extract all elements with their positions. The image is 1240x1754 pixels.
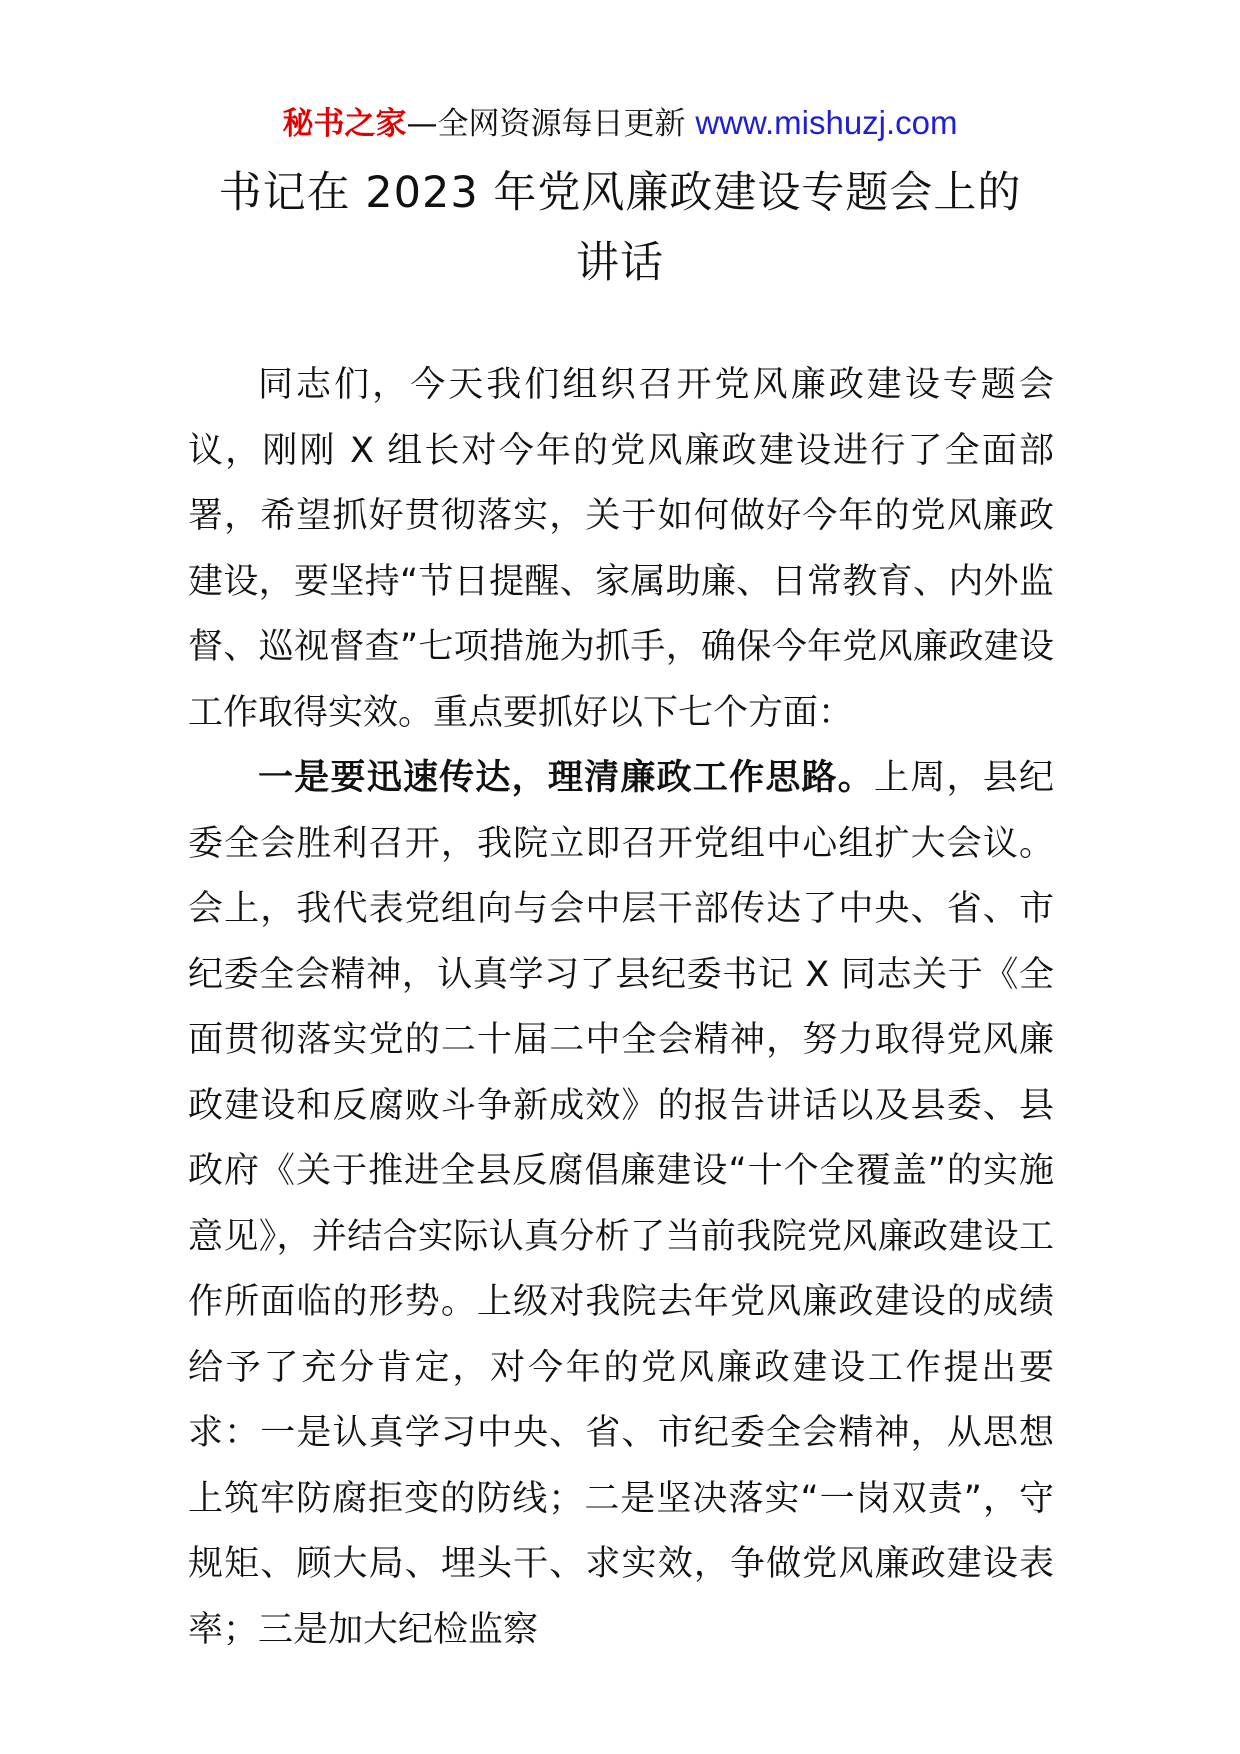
brand-name: 秘书之家 <box>282 106 407 142</box>
paragraph-point-1 <box>188 746 1054 1663</box>
paragraph-text: 上周，县纪委全会胜利召开，我院立即召开党组中心组扩大会议。会上，我代表党组向与会中层干部传达了中央、省、市纪委全会精神，认真学习了县纪委书记 X 同志关于《全面贯彻落实党的二十届二中全会精神，努力取得党风廉政建设和反腐败斗争新成效》的报告讲话以及县委、县政府《关于推进全县反腐倡廉建设“十个全覆盖”的实施意见》，并结合实际认真分析了当前我院党风廉政建设工作所面临的形势。上级对我院去年党风廉政建设的成绩给予了充分肯定，对今年的党风廉政建设工作提出要求：一是认真学习中央、省、市纪委全会精神，从思想上筑牢防腐拒变的防线；二是坚决落实“一岗双责”，守规矩、顾大局、埋头干、求实效，争做党风廉政建设表率；三是加大纪检监察 <box>188 758 1054 1650</box>
document-body <box>188 353 1054 1663</box>
title-line-2: 讲话 <box>576 238 664 288</box>
header-tagline: —全网资源每日更新 <box>406 106 686 142</box>
watermark-header <box>0 100 1240 147</box>
paragraph-text: 同志们，今天我们组织召开党风廉政建设专题会议，刚刚 X 组长对今年的党风廉政建设进行了全面部署，希望抓好贯彻落实，关于如何做好今年的党风廉政建设，要坚持“节日提醒、家属助廉、日常教育、内外监督、巡视督查”七项措施为抓手，确保今年党风廉政建设工作取得实效。重点要抓好以下七个方面： <box>188 365 1054 733</box>
paragraph-lead: 一是要迅速传达，理清廉政工作思路。 <box>258 758 875 798</box>
title-line-1: 书记在 2023 年党风廉政建设专题会上的 <box>218 168 1022 218</box>
website-link[interactable]: www.mishuzj.com <box>695 104 958 141</box>
document-title <box>150 158 1090 298</box>
paragraph-intro <box>188 353 1054 746</box>
